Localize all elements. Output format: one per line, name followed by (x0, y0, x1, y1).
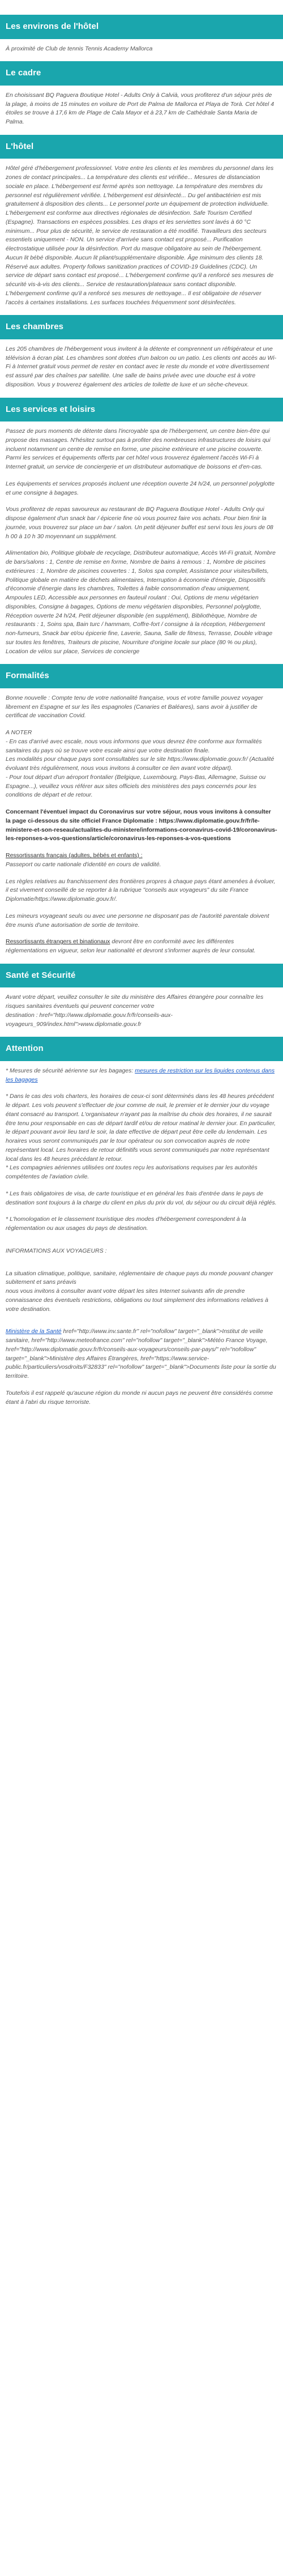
section-title-services: Les services et loisirs (0, 398, 283, 422)
hotel-text: Hôtel géré d'hébergement professionnel. Votre entre les clients et les membres du personnel dans les zones de contact principales... La température des clients est vérifiée... Mesures de distanciation sociale en place. L'hébergement est fermé après son nettoyage. La température des membres du personnel est régulièrement vérifiée. L'hébergement est désinfecté... Du gel antibactérien est mis gratuitement à disposition des clients... Le personnel porte un équipement de protection individuelle. L'hébergement est conforme aux directives régionales de désinfection. Safe Tourism Certified (Espagne). Transactions en espèces possibles. Les draps et les serviettes sont lavés à 60 °C minimum... Pour plus de sécurité, le service de restauration a été modifié. Travailleurs des secteurs essentiels uniquement - NON. Un service d'arrivée sans contact est proposé... Purification électrostatique utilisée pour la désinfection. Port du masque obligatoire au sein de l'hébergement. Aucun lit bébé disponible. Aucun lit pliant/supplémentaire disponible. Âge minimum des clients 18. Réservé aux adultes. Property follows sanitization practices of COVID-19 Guidelines (CDC). Un service de départ sans contact est proposé... L'hébergement confirme qu'il a renforcé ses mesures de sécurité vis-à-vis des clients... Service de restauration/plateaux sans contact disponible. L'hébergement confirme qu'il a renforcé ses mesures de nettoyage... Il est obligatoire de réserver l'accès à certaines installations. Les surfaces touchées fréquemment sont désinfectées. (6, 165, 274, 306)
services-text-1: Passez de purs moments de détente dans l'incroyable spa de l'hébergement, un centre bien-être qui propose des massages. N'hésitez surtout pas à profiter des nombreuses infrastructures de loisirs qui incluent notamment un centre de remise en forme, une piscine extérieure et une piscine couverte. Parmi les services et équipements offerts par cet hôtel vous trouverez également l'accès Wi-Fi à Internet gratuit, un service de conciergerie et un distributeur automatique de boissons et d'en-cas. (6, 428, 271, 470)
sante-text: Avant votre départ, veuillez consulter le site du ministère des Affaires étrangère pour connaître les risques sanitaires éventuels qui peuvent concerner votre destination : href="http://www.diplomatie.gouv.fr/fr/conseils-aux-voyageurs_909/index.html">www.diplomatie.gouv.fr (6, 994, 264, 1028)
attention-links-text: href="http://www.inv.sante.fr" rel="nofollow" target="_blank">Institut de veille sanitaire, href="http://www.meteofrance.com" rel="nofollow" target="_blank">Météo France Voyage, href="http://www.diplomatie.gouv.fr/fr/conseils-aux-voyageurs/conseils-par-pays/" rel="nofollow" target="_blank">Ministère des Affaires Étrangères, href="https://www.service-public.fr/particuliers/vosdroits/F32833" rel="nofollow" target="_blank">Documents liste pour la sortie du territoire. (6, 1328, 276, 1379)
formalites-coronavirus: Concernant l'éventuel impact du Coronavirus sur votre séjour, nous vous invitons à consulter la page ci-dessous du site officiel France Diplomatie : https://www.diplomatie.gouv.fr/fr/le-ministere-et-son-reseau/actualites-du-ministere/informations-coronavirus-covid-19/coronavirus-les-reponses-a-vos-questions/article/coronavirus-les-reponses-a-vos-questions (6, 808, 277, 842)
section-title-sante: Santé et Sécurité (0, 964, 283, 988)
formalites-french-block (0, 851, 283, 870)
attention-fees: * Les frais obligatoires de visa, de carte touristique et en général les frais d'entrée dans le pays de destination sont toujours à la charge du client en plus du prix du vol, du séjour ou du circuit déjà réglés. (6, 1190, 277, 1206)
section-title-formalites: Formalités (0, 664, 283, 688)
section-title-attention: Attention (0, 1037, 283, 1061)
cadre-text: En choisissant BQ Paguera Boutique Hotel - Adults Only à Calvià, vous profiterez d'un séjour près de la plage, à moins de 15 minutes en voiture de Port de Palma de Mallorca et Playa de Torà. Cet hôtel 4 étoiles se trouve à 17,6 km de Plage de Cala Mayor et à 23,7 km de Cathédrale Santa Maria de Palma. (6, 91, 275, 125)
ministere-sante-link[interactable]: Ministère de la Santé (6, 1328, 62, 1335)
formalites-foreign-heading: Ressortissants étrangers et binationaux (6, 938, 110, 946)
formalites-note: A NOTER - En cas d'arrivé avec escale, nous vous informons que vous devrez être conforme aux formalités sanitaires du pays où se trouve votre escale ainsi que votre destination finale. Les modalités pour chaque pays sont consultables sur le site https://www.diplomatie.gouv.fr/ (Actualité évoluant très régulièrement, nous vous invitons à consulter ce lien avant votre départ). - Pour tout départ d'un aéroport frontalier (Belgique, Luxembourg, Pays-Bas, Allemagne, Suisse ou Espagne...), veuillez vous référer aux sites officiels des ministères des pays concernés pour les conditions de départ et de retour. (6, 729, 275, 799)
chambres-text: Les 205 chambres de l'hébergement vous invitent à la détente et comprennent un réfrigérateur et une télévision à écran plat. Les chambres sont dotées d'un balcon ou un patio. Les clients ont accès au Wi-Fi à Internet gratuit vous permet de rester en contact avec le reste du monde et votre divertissement est assuré par des chaînes par satellite. Une salle de bains privée avec une douche est à votre disposition. Vous y trouverez également des articles de toilette de luxe et un sèche-cheveux. (6, 345, 277, 388)
section-title-hotel: L'hôtel (0, 135, 283, 159)
formalites-minors: Les mineurs voyageant seuls ou avec une personne ne disposant pas de l'autorité parentale doivent être munis d'une autorisation de sortie de territoire. (6, 912, 269, 929)
attention-links-block (0, 1327, 283, 1381)
formalites-rules: Les règles relatives au franchissement des frontières propres à chaque pays étant amenées à évoluer, il est vivement conseillé de se reporter à la rubrique "conseils aux voyageurs" du site France Diplomatie/https://www.diplomatie.gouv.fr/. (6, 878, 276, 902)
formalites-french-heading: Ressortissants français (adultes, bébés et enfants) : (6, 852, 143, 859)
section-title-chambres: Les chambres (0, 315, 283, 339)
services-text-3: Vous profiterez de repas savoureux au restaurant de BQ Paguera Boutique Hotel - Adults Only qui dispose également d'un snack bar / épicerie fine où vous pourrez faire vos achats. Pour bien finir la journée, vous trouverez sur place un bar / salon. Un petit déjeuner buffet est servi tous les jours de 08 h 00 à 10 h 30 moyennant un supplément. (6, 506, 273, 540)
section-title-cadre: Le cadre (0, 61, 283, 86)
attention-terrorism: Toutefois il est rappelé qu'aucune région du monde ni aucun pays ne peuvent être considérés comme étant à l'abri du risque terroriste. (6, 1389, 273, 1406)
section-title-environs: Les environs de l'hôtel (0, 15, 283, 39)
liquids-restriction-link[interactable]: mesures de restriction sur les liquides contenus dans les bagages (6, 1067, 275, 1083)
services-text-2: Les équipements et services proposés incluent une réception ouverte 24 h/24, un personnel polyglotte et une consigne à bagages. (6, 480, 275, 496)
attention-climate: La situation climatique, politique, sanitaire, réglementaire de chaque pays du monde pouvant changer subitement et sans préavis nous vous invitons à consulter avant votre départ les sites Internet suivants afin de prendre connaissance des éventuels restrictions, obligations ou tout simplement des informations relatives à votre destination. (6, 1270, 273, 1313)
attention-info-heading: INFORMATIONS AUX VOYAGEURS : (6, 1247, 107, 1254)
formalites-foreign-block (0, 938, 283, 956)
attention-classification: * L'homologation et le classement touristique des modes d'hébergement correspondent à la réglementation ou aux usages du pays de destination. (6, 1216, 246, 1232)
attention-security-prefix: * Mesures de sécurité aérienne sur les bagages: (6, 1067, 135, 1074)
page (0, 15, 283, 1407)
formalites-french-text: Passeport ou carte nationale d'identité en cours de validité. (6, 861, 161, 868)
attention-charters: * Dans le cas des vols charters, les horaires de ceux-ci sont déterminés dans les 48 heures précédent le départ. Les vols peuvent s'effectuer de jour comme de nuit, le premier et le dernier jour du voyage étant consacré au transport. L'organisateur n'ayant pas la maîtrise du choix des horaires, il ne saurait être tenu pour responsable en cas de départ tardif et/ou de retour matinal le dernier jour. En particulier, le départ pouvant avoir lieu tard le soir, la date effective de départ peut être celle du lendemain. Les horaires vous seront communiqués par le tour opérateur ou son convocation auprès de notre représentant local. Les horaires de retour définitifs vous seront communiqués par notre représentant local dans les 48 heures précédant le retour. * Les compagnies aériennes utilisées ont toutes reçu les autorisations requises par les autorités compétentes de l'aviation civile. (6, 1093, 276, 1180)
attention-security (0, 1067, 283, 1085)
services-amenities: Alimentation bio, Politique globale de recyclage, Distributeur automatique, Accès Wi-Fi gratuit, Nombre de bars/salons : 1, Centre de remise en forme, Nombre de bains à remous : 1, Nombre de piscines extérieures : 1, Nombre de piscines couvertes : 1, Solos spa complet, Assistance pour visites/billets, Politique globale en matière de déchets alimentaires, Interruption à économie d'énergie, Dispositifs d'économie d'énergie dans les chambres, Toilettes à faible consommation d'eau uniquement, Ampoules LED, Accessible aux personnes en fauteuil roulant : Oui, Options de menu végétarien disponibles, Consigne à bagages, Options de menu végétarien disponibles, Personnel polyglotte, Réception ouverte 24 h/24, Petit déjeuner disponible (en supplément), Bibliothèque, Nombre de restaurants : 1, Soins spa, Bain turc / hammam, Coffre-fort / consigne à la réception, Hébergement non-fumeurs, Snack bar et/ou épicerie fine, Laverie, Sauna, Salle de fitness, Terrasse, Double vitrage sur toutes les fenêtres, Traiteurs de piscine, Nourriture d'origine locale sur place (80 % ou plus), Location de vélos sur place, Services de concierge (6, 550, 276, 655)
formalites-text-1: Bonne nouvelle : Compte tenu de votre nationalité française, vous et votre famille pouvez voyager librement en Espagne et sur les îles espagnoles (Canaries et Baléares), sans avoir à justifier de certificat de vaccination Covid. (6, 694, 263, 719)
environs-text: À proximité de Club de tennis Tennis Academy Mallorca (6, 45, 153, 52)
formalites-foreign-text: devront être en conformité avec les différentes réglementations en vigueur, selon leur nationalité et devront s'informer auprès de leur consulat. (6, 938, 256, 954)
